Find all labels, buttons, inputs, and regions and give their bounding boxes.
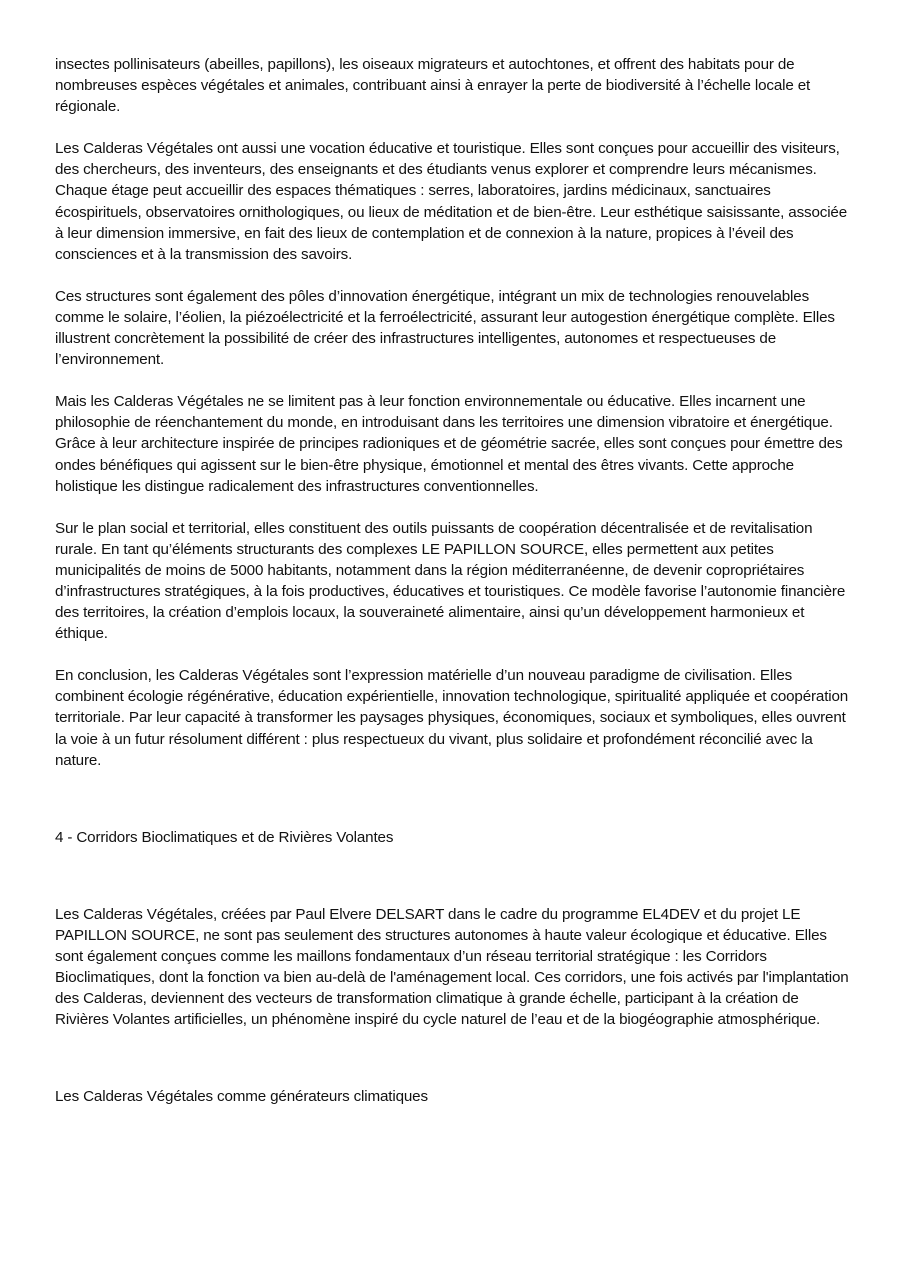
section-heading: 4 - Corridors Bioclimatiques et de Rivières Volantes	[55, 828, 394, 846]
paragraph-conclusion: En conclusion, les Calderas Végétales sont l’expression matérielle d’un nouveau paradigme de civilisation. Elles combinent écologie régénérative, éducation expérientielle, innovation technologique, spiritualité appliquée et coopération territoriale. Par leur capacité à transformer les paysages physiques, économiques, sociaux et symboliques, elles ouvrent la voie à un futur résolument différent : plus respectueux du vivant, plus solidaire et profondément réconcilié avec la nature.	[55, 667, 849, 769]
sub-heading: Les Calderas Végétales comme générateurs climatiques	[55, 1088, 428, 1106]
paragraph-energy-innovation: Ces structures sont également des pôles d’innovation énergétique, intégrant un mix de technologies renouvelables comme le solaire, l’éolien, la piézoélectricité et la ferroélectricité, assurant leur autogestion énergétique complète. Elles illustrent concrètement la possibilité de créer des infrastructures intelligentes, autonomes et respectueuses de l’environnement.	[55, 287, 835, 369]
paragraph-education-tourism: Les Calderas Végétales ont aussi une vocation éducative et touristique. Elles sont conçues pour accueillir des visiteurs, des chercheurs, des inventeurs, des enseignants et des étudiants venus explorer et comprendre leurs mécanismes. Chaque étage peut accueillir des espaces thématiques : serres, laboratoires, jardins médicinaux, sanctuaires écospirituels, observatoires ornithologiques, ou lieux de méditation et de bien-être. Leur esthétique saisissante, associée à leur dimension immersive, en fait des lieux de contemplation et de connexion à la nature, propices à l’éveil des consciences et à la transmission des savoirs.	[55, 140, 848, 263]
paragraph-social-territorial: Sur le plan social et territorial, elles constituent des outils puissants de coopération décentralisée et de revitalisation rurale. En tant qu’éléments structurants des complexes LE PAPILLON SOURCE, elles permettent aux petites municipalités de moins de 5000 habitants, notamment dans la région méditerranéenne, de devenir copropriétaires d’infrastructures stratégiques, à la fois productives, éducatives et touristiques. Ce modèle favorise l’autonomie financière des territoires, la création d’emplois locaux, la souveraineté alimentaire, ainsi qu’un développement harmonieux et éthique.	[55, 519, 846, 643]
text-column	[55, 54, 852, 1128]
section-intro-paragraph: Les Calderas Végétales, créées par Paul Elvere DELSART dans le cadre du programme EL4DEV et du projet LE PAPILLON SOURCE, ne sont pas seulement des structures autonomes à haute valeur écologique et éducative. Elles sont également conçues comme les maillons fondamentaux d’un réseau territorial stratégique : les Corridors Bioclimatiques, dont la fonction va bien au-delà de l'aménagement local. Ces corridors, une fois activés par l'implantation des Calderas, deviennent des vecteurs de transformation climatique à grande échelle, participant à la création de Rivières Volantes artificielles, un phénomène inspiré du cycle naturel de l’eau et de la biogéographie atmosphérique.	[55, 905, 849, 1029]
paragraph-reenchantment: Mais les Calderas Végétales ne se limitent pas à leur fonction environnementale ou éducative. Elles incarnent une philosophie de réenchantement du monde, en introduisant dans les territoires une dimension vibratoire et énergétique. Grâce à leur architecture inspirée de principes radioniques et de géométrie sacrée, elles sont conçues pour émettre des ondes bénéfiques qui agissent sur le bien-être physique, émotionnel et mental des êtres vivants. Cette approche holistique les distingue radicalement des infrastructures conventionnelles.	[55, 393, 843, 495]
paragraph-biodiversity: insectes pollinisateurs (abeilles, papillons), les oiseaux migrateurs et autochtones, et offrent des habitats pour de nombreuses espèces végétales et animales, contribuant ainsi à enrayer la perte de biodiversité à l’échelle locale et régionale.	[55, 56, 811, 116]
